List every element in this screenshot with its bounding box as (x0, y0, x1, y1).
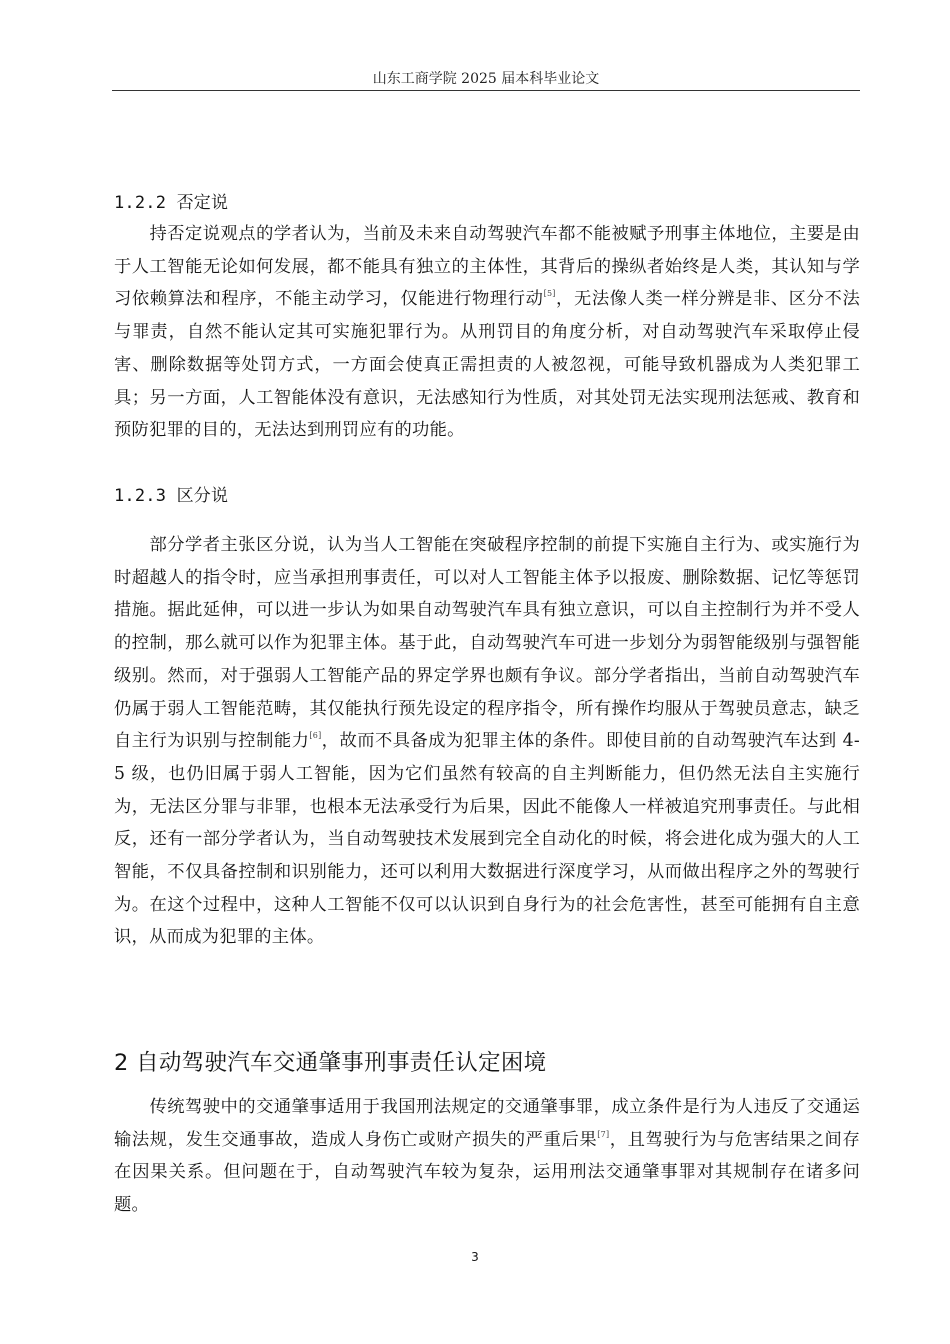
section-heading-1-2-2: 1.2.2 否定说 (114, 193, 229, 213)
paragraph-text: 部分学者主张区分说，认为当人工智能在突破程序控制的前提下实施自主行为、或实施行为时超越人的指令时，应当承担刑事责任，可以对人工智能主体予以报废、删除数据、记忆等惩罚措施。据此延伸，可以进一步认为如果自动驾驶汽车具有独立意识，可以自主控制行为并不受人的控制，那么就可以作为犯罪主体。基于此，自动驾驶汽车可进一步划分为弱智能级别与强智能级别。然而，对于强弱人工智能产品的界定学界也颇有争议。部分学者指出，当前自动驾驶汽车仍属于弱人工智能范畴，其仅能执行预先设定的程序指令，所有操作均服从于驾驶员意志，缺乏自主行为识别与控制能力 (114, 535, 860, 752)
paragraph-distinction-theory (114, 529, 860, 954)
running-header: 山东工商学院 2025 届本科毕业论文 (372, 71, 600, 87)
chapter-heading-2: 2 自动驾驶汽车交通肇事刑事责任认定困境 (114, 1050, 547, 1076)
paragraph-text: ，且驾驶行为与危害结果之间存在因果关系。但问题在于，自动驾驶汽车较为复杂，运用刑法交通肇事罪对其规制存在诸多问题。 (114, 1129, 860, 1216)
citation-ref-5[interactable]: [5] (543, 289, 556, 299)
page-number: 3 (471, 1250, 479, 1264)
paragraph-text: 持否定说观点的学者认为，当前及未来自动驾驶汽车都不能被赋予刑事主体地位，主要是由于人工智能无论如何发展，都不能具有独立的主体性，其背后的操纵者始终是人类，其认知与学习依赖算法和程序，不能主动学习，仅能进行物理行动 (114, 224, 860, 310)
paragraph-negation-theory (114, 218, 860, 447)
section-heading-1-2-3: 1.2.3 区分说 (114, 486, 229, 506)
citation-ref-6[interactable]: [6] (309, 731, 322, 741)
paragraph-text: ，故而不具备成为犯罪主体的条件。即使目前的自动驾驶汽车达到 4-5 级，也仍旧属于弱人工智能，因为它们虽然有较高的自主判断能力，但仍然无法自主实施行为，无法区分罪与非罪，也根本无法承受行为后果，因此不能像人一样被追究刑事责任。与此相反，还有一部分学者认为，当自动驾驶技术发展到完全自动化的时候，将会进化成为强大的人工智能，不仅具备控制和识别能力，还可以利用大数据进行深度学习，从而做出程序之外的驾驶行为。在这个过程中，这种人工智能不仅可以认识到自身行为的社会危害性，甚至可能拥有自主意识，从而成为犯罪的主体。 (114, 731, 860, 948)
paragraph-chapter-2-intro (114, 1091, 860, 1222)
citation-ref-7[interactable]: [7] (597, 1129, 610, 1139)
header-divider (112, 90, 860, 91)
paragraph-text: ，无法像人类一样分辨是非、区分不法与罪责，自然不能认定其可实施犯罪行为。从刑罚目的角度分析，对自动驾驶汽车采取停止侵害、删除数据等处罚方式，一方面会使真正需担责的人被忽视，可能导致机器成为人类犯罪工具；另一方面，人工智能体没有意识，无法感知行为性质，对其处罚无法实现刑法惩戒、教育和预防犯罪的目的，无法达到刑罚应有的功能。 (114, 289, 860, 441)
paragraph-text: 传统驾驶中的交通肇事适用于我国刑法规定的交通肇事罪，成立条件是行为人违反了交通运输法规，发生交通事故，造成人身伤亡或财产损失的严重后果 (114, 1097, 860, 1150)
